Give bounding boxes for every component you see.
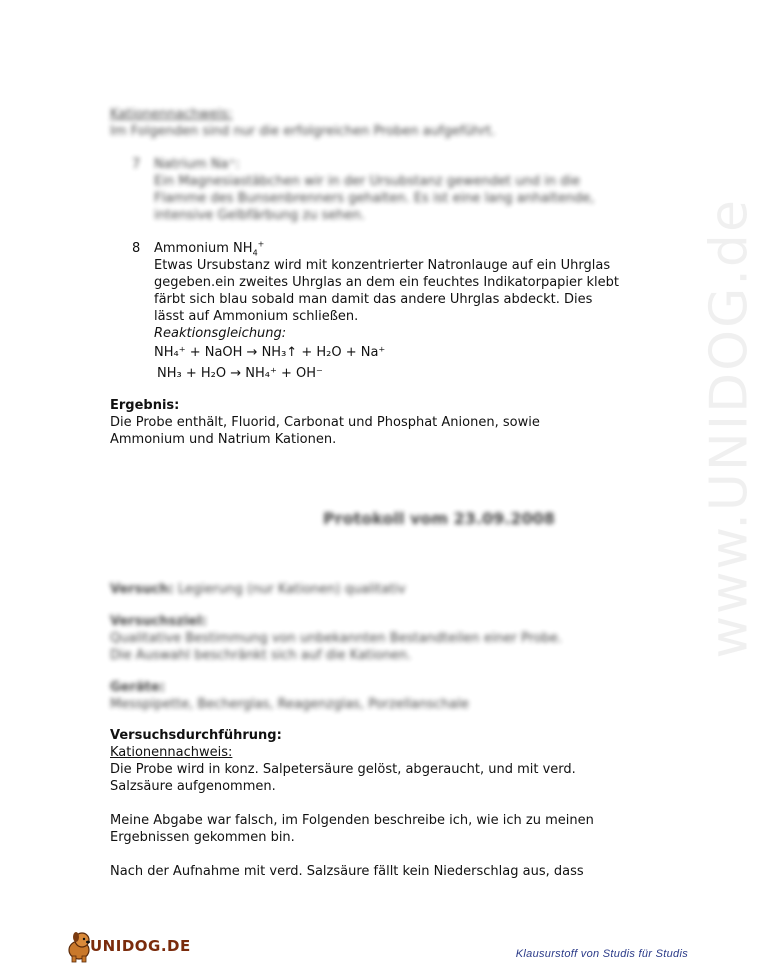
item-8-heading [154,240,619,257]
reaction-equation-1: NH₄⁺ + NaOH → NH₃↑ + H₂O + Na⁺ [154,345,386,360]
item-8-line: lässt auf Ammonium schließen. [154,309,359,324]
footer-tagline: Klausurstoff von Studis für Studis [515,948,688,960]
reaction-label: Reaktionsgleichung: [154,326,287,341]
watermark: www.UNIDOG.de [699,198,760,659]
item-7-line: Flamme des Bunsenbrenners gehalten. Es ist eine lang anhaltende, [154,191,595,206]
versuchsziel-label: Versuchsziel: [110,614,207,629]
durchfuehrung-line: Ergebnissen gekommen bin. [110,830,295,845]
item-8-line: gegeben.ein zweites Uhrglas an dem ein feuchtes Indikatorpapier klebt [154,275,619,290]
durchfuehrung-title: Versuchsdurchführung: [110,728,282,743]
section-top-subtitle: Im Folgenden sind nur die erfolgreichen Proben aufgeführt. [110,124,496,139]
reaction-equation-2: NH₃ + H₂O → NH₄⁺ + OH⁻ [157,366,323,381]
item-7-heading: Natrium Na⁺: [154,157,240,172]
logo-text: UNIDOG.DE [90,937,191,955]
item-8-line: Etwas Ursubstanz wird mit konzentrierter Natronlauge auf ein Uhrglas [154,258,611,273]
ergebnis-line: Die Probe enthält, Fluorid, Carbonat und Phosphat Anionen, sowie [110,415,540,430]
item-7 [132,156,652,224]
item-7-line: Ein Magnesiastäbchen wir in der Ursubstanz gewendet und in die [154,174,580,189]
item-8-heading-text: Ammonium NH [154,241,253,256]
ergebnis-line: Ammonium und Natrium Kationen. [110,432,337,447]
item-7-line: intensive Gelbfärbung zu sehen. [154,208,365,223]
geraete-label: Geräte: [110,680,165,695]
item-8-heading-sup: + [257,239,265,249]
durchfuehrung-line: Nach der Aufnahme mit verd. Salzsäure fällt kein Niederschlag aus, dass [110,864,584,879]
durchfuehrung-line: Die Probe wird in konz. Salpetersäure gelöst, abgeraucht, und mit verd. [110,762,576,777]
item-8-line: färbt sich blau sobald man damit das andere Uhrglas abdeckt. Dies [154,292,593,307]
versuch-section [110,581,670,598]
ergebnis-section [110,397,670,448]
item-8-number: 8 [132,241,141,256]
unidog-logo [64,928,194,964]
item-8-heading-sub: 4 [252,248,258,258]
item-7-number: 7 [132,157,141,172]
versuch-label: Versuch: [110,582,174,597]
geraete-text: Messpipette, Becherglas, Reagenzglas, Porzellanschale [110,697,469,712]
versuch-text: Legierung (nur Kationen) qualitativ [177,582,406,597]
protokoll-title: Protokoll vom 23.09.2008 [323,509,555,528]
versuchsziel-line: Die Auswahl beschränkt sich auf die Kationen. [110,648,412,663]
section-top-title: Kationennachweis: [110,107,233,122]
durchfuehrung-section [110,727,670,880]
durchfuehrung-subtitle: Kationennachweis: [110,745,233,760]
versuchsziel-section [110,613,670,664]
item-8 [132,240,672,382]
ergebnis-title: Ergebnis: [110,398,180,413]
section-top [110,106,670,140]
geraete-section [110,679,670,713]
durchfuehrung-line: Salzsäure aufgenommen. [110,779,276,794]
durchfuehrung-line: Meine Abgabe war falsch, im Folgenden beschreibe ich, wie ich zu meinen [110,813,594,828]
versuchsziel-line: Qualitative Bestimmung von unbekannten Bestandteilen einer Probe. [110,631,563,646]
